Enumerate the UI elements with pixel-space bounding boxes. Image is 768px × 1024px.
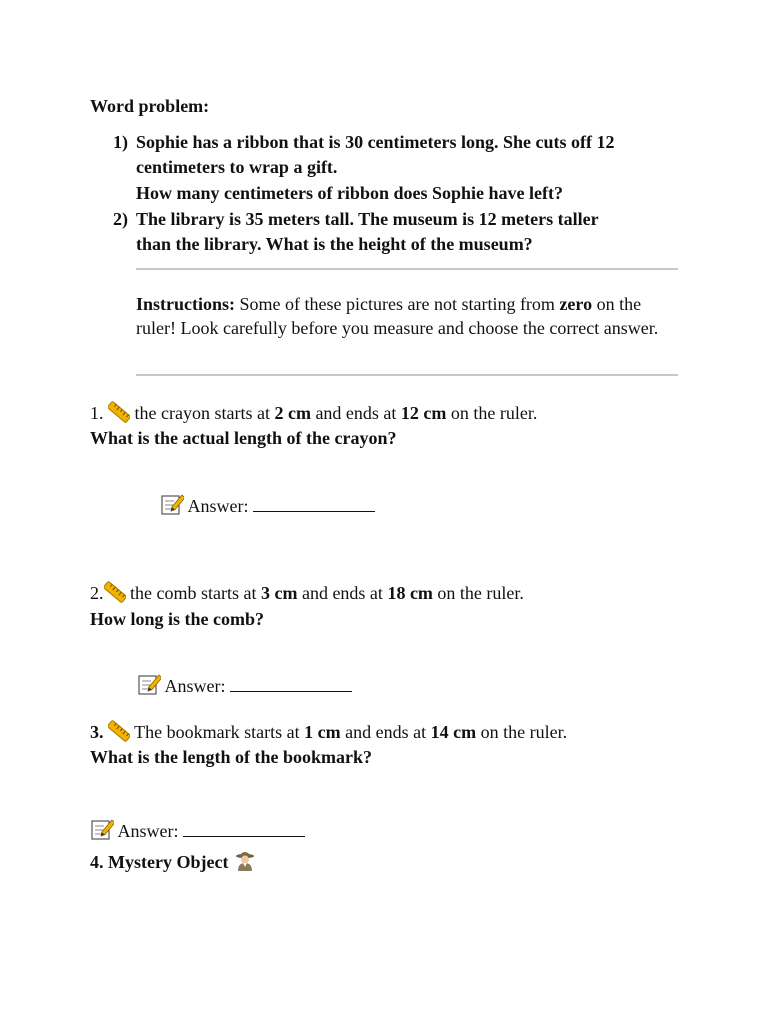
question-2-start: 3 cm (260, 583, 298, 603)
question-2-number: 2. (90, 583, 104, 603)
question-3-number: 3. (90, 722, 104, 742)
question-3-prompt: What is the length of the bookmark? (90, 747, 373, 767)
instructions-text-2: on the ruler! Look carefully before you measure and choose the correct answer. (136, 294, 659, 338)
question-2-post: on the ruler. (432, 583, 524, 603)
answer-label-1: Answer: (187, 496, 249, 516)
question-2-pre: the comb starts at (125, 583, 261, 603)
question-1-statement (90, 401, 537, 429)
answer-blank-2[interactable] (230, 675, 352, 692)
instructions-text-1: Some of these pictures are not starting from (235, 294, 560, 314)
problem-2-line-2: than the library. What is the height of the museum? (136, 234, 533, 254)
ruler-icon (104, 581, 126, 609)
question-1-start: 2 cm (274, 403, 311, 423)
mystery-object-heading (90, 848, 257, 878)
instructions-label: Instructions: (136, 294, 236, 314)
problem-1-line-2: centimeters to wrap a gift. (136, 157, 338, 177)
question-1-mid: and ends at (310, 403, 401, 423)
question-3-mid: and ends at (340, 722, 431, 742)
question-1-post: on the ruler. (446, 403, 538, 423)
question-2-statement (90, 581, 524, 609)
question-2-end: 18 cm (387, 583, 433, 603)
detective-icon (233, 848, 257, 878)
question-1-pre: the crayon starts at (130, 403, 275, 423)
instructions-top-divider (136, 268, 678, 270)
question-3-start: 1 cm (304, 722, 341, 742)
answer-label-2: Answer: (164, 676, 226, 696)
question-1-prompt: What is the actual length of the crayon? (90, 428, 397, 448)
question-3-end: 14 cm (430, 722, 477, 742)
question-3-post: on the ruler. (476, 722, 568, 742)
problem-1-line-3: How many centimeters of ribbon does Sophie have left? (136, 183, 563, 203)
instructions-emphasis: zero (559, 294, 593, 314)
memo-icon (90, 819, 114, 847)
question-1-end: 12 cm (400, 403, 447, 423)
ruler-icon (108, 720, 130, 748)
problem-1-line-1: Sophie has a ribbon that is 30 centimeters long. She cuts off 12 (136, 132, 615, 152)
answer-label-3: Answer: (117, 821, 179, 841)
question-3-statement (90, 720, 567, 748)
question-1-number: 1. (90, 403, 104, 423)
question-3-pre: The bookmark starts at (130, 722, 305, 742)
problem-number-2: 2) (113, 209, 128, 229)
ruler-icon (108, 401, 130, 429)
question-2-prompt: How long is the comb? (90, 609, 265, 629)
answer-blank-1[interactable] (253, 495, 375, 512)
memo-icon (137, 674, 161, 702)
answer-line-1 (160, 494, 375, 522)
instructions-block (136, 292, 681, 340)
problem-2-line-1: The library is 35 meters tall. The museum is 12 meters taller (136, 209, 599, 229)
mystery-title: 4. Mystery Object (90, 852, 229, 872)
heading-text: Word problem: (90, 96, 210, 116)
answer-line-3 (90, 819, 305, 847)
instructions-bottom-divider (136, 374, 678, 376)
memo-icon (160, 494, 184, 522)
answer-line-2 (137, 674, 352, 702)
problem-number-1: 1) (113, 132, 128, 152)
question-2-mid: and ends at (297, 583, 388, 603)
page-heading (90, 94, 209, 118)
answer-blank-3[interactable] (183, 820, 305, 837)
